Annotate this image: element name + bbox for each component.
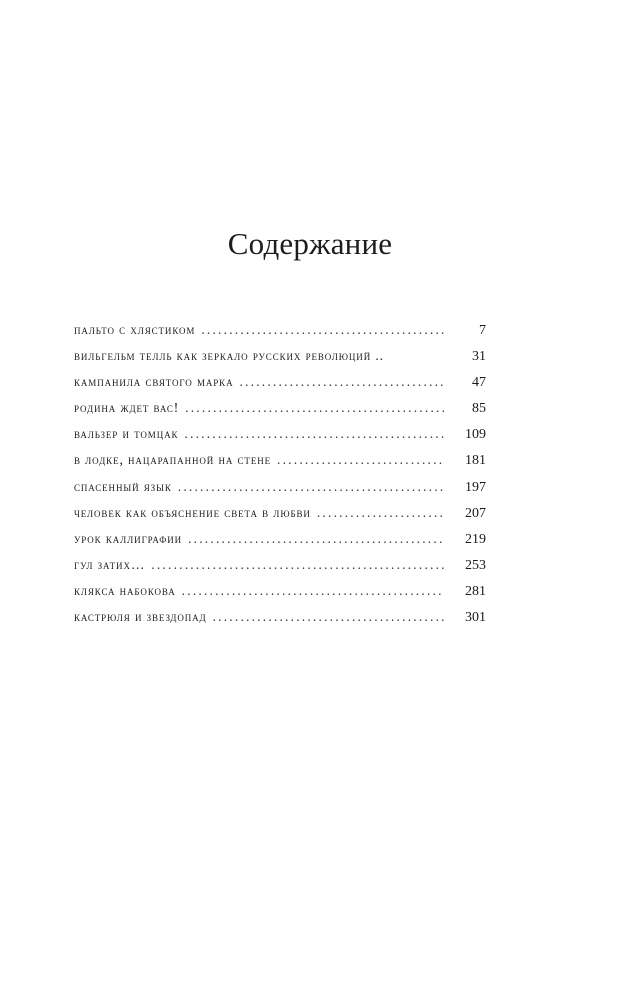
toc-entry-page-number: 181 xyxy=(465,453,486,469)
toc-entry-page-number: 109 xyxy=(465,427,486,443)
dot-leader xyxy=(188,526,444,552)
dot-leader xyxy=(185,395,444,421)
toc-entry-title: клякса набокова xyxy=(74,582,176,598)
toc-entry xyxy=(74,526,486,552)
dot-leader xyxy=(182,578,444,604)
toc-entry-title: человек как объяснение света в любви xyxy=(74,504,311,520)
toc-entry-page-number: 85 xyxy=(472,401,486,417)
toc-entry-page-number: 31 xyxy=(472,349,486,365)
toc-entry-title: гул затих… xyxy=(74,556,146,572)
toc-entry-page-number: 219 xyxy=(465,531,486,547)
dot-leader xyxy=(277,447,444,473)
toc-entry-title: вильгельм телль как зеркало русских революций .. xyxy=(74,348,384,364)
toc-entry xyxy=(74,474,486,500)
table-of-contents xyxy=(74,317,486,630)
toc-entry-page-number: 301 xyxy=(465,610,486,626)
toc-entry-page-number: 281 xyxy=(465,583,486,599)
dot-leader xyxy=(213,604,444,630)
toc-entry-page-number: 7 xyxy=(479,323,486,338)
toc-entry-title: вальзер и томцак xyxy=(74,426,179,442)
toc-entry-title: пальто с хлястиком xyxy=(74,322,196,337)
page-title: Содержание xyxy=(227,226,393,261)
toc-entry xyxy=(74,369,486,395)
toc-entry xyxy=(74,421,486,447)
dot-leader xyxy=(317,500,444,526)
toc-entry-title: родина ждет вас! xyxy=(74,400,180,416)
toc-entry-page-number: 207 xyxy=(465,505,486,521)
toc-entry-page-number: 47 xyxy=(472,375,486,391)
toc-entry xyxy=(74,447,486,473)
toc-entry xyxy=(74,500,486,526)
dot-leader xyxy=(184,421,444,447)
toc-entry xyxy=(74,552,486,578)
toc-entry-title: урок каллиграфии xyxy=(74,530,183,546)
toc-entry xyxy=(74,343,486,369)
toc-entry xyxy=(74,604,486,630)
toc-entry-title: в лодке, нацарапанной на стене xyxy=(74,452,272,468)
toc-entry-page-number: 253 xyxy=(465,557,486,573)
dot-leader xyxy=(178,474,444,500)
toc-entry-title: кастрюля и звездопад xyxy=(74,609,207,625)
toc-entry-page-number: 197 xyxy=(465,479,486,495)
dot-leader xyxy=(151,552,444,578)
toc-entry xyxy=(74,317,486,343)
toc-entry xyxy=(74,395,486,421)
toc-entry-title: спасенный язык xyxy=(74,478,172,494)
dot-leader xyxy=(239,369,444,395)
toc-entry xyxy=(74,578,486,604)
dot-leader xyxy=(201,317,444,343)
toc-entry-title: кампанила святого марка xyxy=(74,374,234,390)
